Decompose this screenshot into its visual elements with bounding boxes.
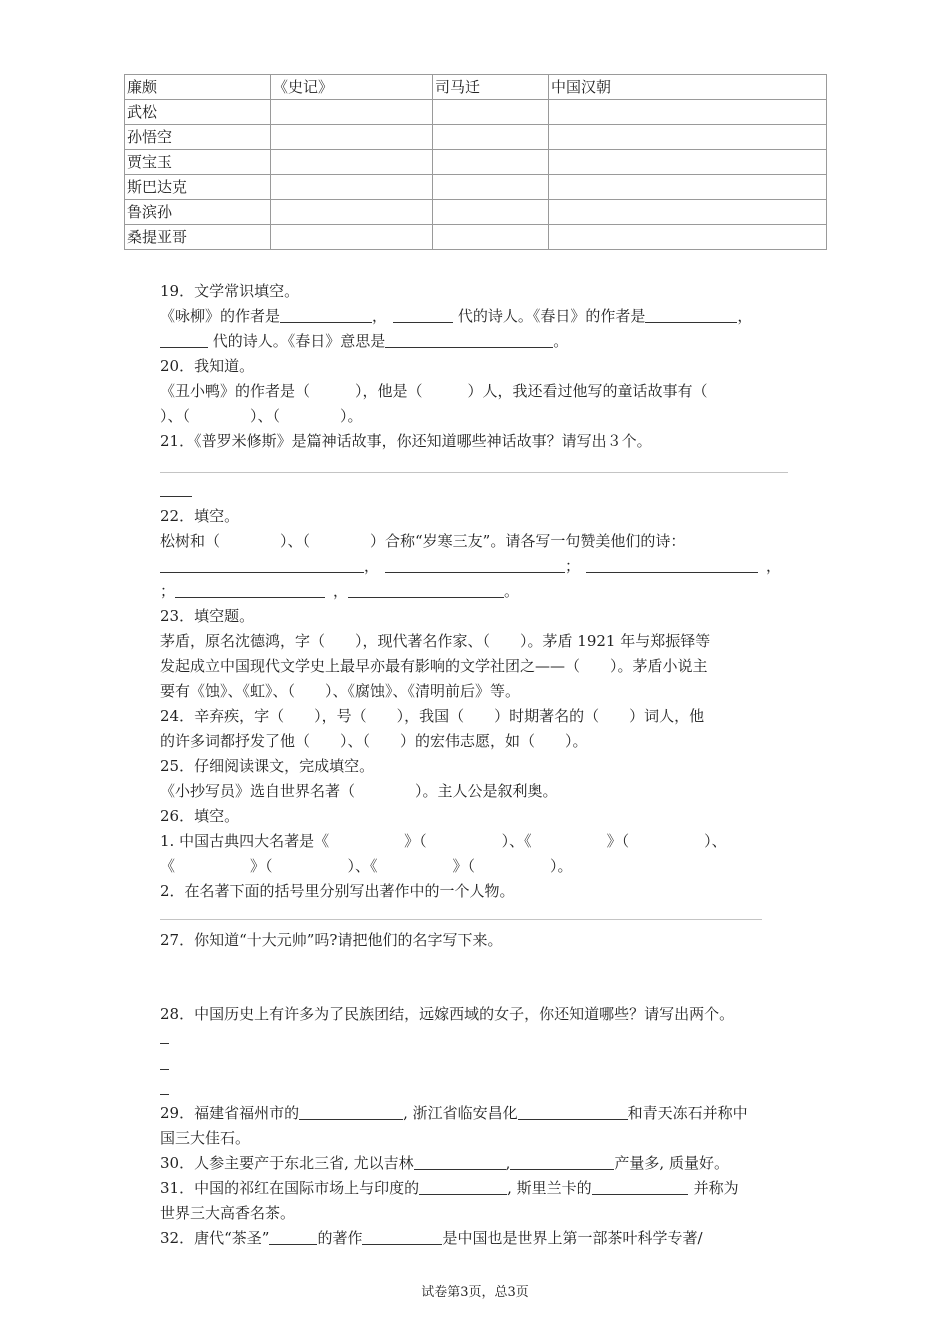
text: ， [737, 307, 753, 325]
answer-blank[interactable] [348, 581, 504, 598]
question-19-line-1 [160, 306, 752, 326]
table-cell-blank[interactable] [549, 125, 827, 150]
question-20-line-2: ）、（ ）、（ ）。 [160, 407, 363, 425]
table-cell: 桑提亚哥 [125, 225, 271, 250]
question-21-title: 21．《普罗米修斯》是篇神话故事，你还知道哪些神话故事？请写出３个。 [160, 432, 652, 450]
answer-line[interactable] [160, 1069, 169, 1070]
table-cell: 廉颇 [125, 75, 271, 100]
table-cell-blank[interactable] [549, 150, 827, 175]
answer-blank[interactable] [299, 1103, 403, 1120]
text: 32．唐代“茶圣” [160, 1229, 270, 1247]
table-row [125, 75, 827, 100]
table-row [125, 100, 827, 125]
question-28-title: 28．中国历史上有许多为了民族团结，远嫁西域的女子，你还知道哪些？请写出两个。 [160, 1005, 735, 1023]
question-30-line [160, 1153, 729, 1173]
answer-blank[interactable] [160, 556, 364, 573]
text: ； [160, 582, 176, 600]
text: 的著作 [317, 1229, 363, 1247]
text: 30．人参主要产于东北三省, 尤以吉林 [160, 1154, 414, 1172]
answer-blank[interactable] [385, 331, 553, 348]
text: ， [364, 557, 380, 575]
table-cell: 武松 [125, 100, 271, 125]
table-cell-blank[interactable] [271, 175, 433, 200]
table-row [125, 200, 827, 225]
question-23-line-1: 茅盾，原名沈德鸿，字（ ），现代著名作家、（ ）。茅盾 1921 年与郑振铎等 [160, 632, 711, 650]
table-cell-blank[interactable] [549, 225, 827, 250]
question-20-title: 20．我知道。 [160, 357, 255, 375]
answer-blank[interactable] [160, 331, 208, 348]
question-26-line-1: 1. 中国古典四大名著是《 》（ ）、《 》（ ）、 [160, 832, 727, 850]
answer-line[interactable] [160, 1043, 169, 1044]
question-22-line-1: 松树和（ ）、（ ）合称“岁寒三友”。请各写一句赞美他们的诗： [160, 532, 686, 550]
answer-blank[interactable] [510, 1153, 614, 1170]
text: , 浙江省临安昌化 [403, 1104, 518, 1122]
text: ， [372, 307, 388, 325]
table-cell: 中国汉朝 [549, 75, 827, 100]
question-31-line-1 [160, 1178, 739, 1198]
answer-blank[interactable] [419, 1178, 507, 1195]
table-cell-blank[interactable] [433, 200, 549, 225]
text: ， [333, 582, 349, 600]
answer-blank[interactable] [175, 581, 325, 598]
text: 代的诗人。《春日》的作者是 [457, 307, 646, 325]
characters-table [124, 74, 827, 250]
answer-line[interactable] [160, 496, 192, 497]
table-row [125, 125, 827, 150]
question-27-title: 27．你知道“十大元帅”吗?请把他们的名字写下来。 [160, 931, 503, 949]
question-25-title: 25．仔细阅读课文，完成填空。 [160, 757, 375, 775]
answer-blank[interactable] [518, 1103, 628, 1120]
answer-blank[interactable] [269, 1228, 317, 1245]
answer-blank[interactable] [592, 1178, 688, 1195]
question-29-line-2: 国三大佳石。 [160, 1129, 251, 1147]
page-footer: 试卷第3页，总3页 [421, 1285, 529, 1300]
text: 是中国也是世界上第一部茶叶科学专著/ [442, 1229, 703, 1247]
table-cell-blank[interactable] [271, 150, 433, 175]
question-25-line-1: 《小抄写员》选自世界名著（ ）。主人公是叙利奥。 [160, 782, 558, 800]
answer-blank[interactable] [645, 306, 737, 323]
answer-blank[interactable] [362, 1228, 442, 1245]
question-31-line-2: 世界三大高香名茶。 [160, 1204, 296, 1222]
answer-blank[interactable] [414, 1153, 506, 1170]
answer-blank[interactable] [393, 306, 453, 323]
question-19-title: 19．文学常识填空。 [160, 282, 300, 300]
table-cell: 贾宝玉 [125, 150, 271, 175]
table-cell-blank[interactable] [433, 175, 549, 200]
table-cell: 孙悟空 [125, 125, 271, 150]
question-19-line-2 [160, 331, 568, 351]
table-cell: 《史记》 [271, 75, 433, 100]
table-cell-blank[interactable] [271, 125, 433, 150]
question-32-line [160, 1228, 703, 1248]
table-row [125, 150, 827, 175]
text: 代的诗人。《春日》意思是 [212, 332, 386, 350]
question-24-line-2: 的许多词都抒发了他（ ）、（ ）的宏伟志愿，如（ ）。 [160, 732, 588, 750]
table-cell-blank[interactable] [271, 100, 433, 125]
table-cell-blank[interactable] [549, 200, 827, 225]
table-cell: 鲁滨孙 [125, 200, 271, 225]
question-22-line-2 [160, 556, 781, 576]
answer-blank[interactable] [280, 306, 372, 323]
question-26-line-3: 2．在名著下面的括号里分别写出著作中的一个人物。 [160, 882, 515, 900]
table-cell-blank[interactable] [433, 225, 549, 250]
table-cell-blank[interactable] [433, 125, 549, 150]
table-cell-blank[interactable] [433, 100, 549, 125]
question-22-line-3 [160, 581, 519, 601]
table-cell: 司马迁 [433, 75, 549, 100]
table-row [125, 175, 827, 200]
table-cell-blank[interactable] [271, 200, 433, 225]
question-22-title: 22．填空。 [160, 507, 240, 525]
question-26-title: 26．填空。 [160, 807, 240, 825]
table-row [125, 225, 827, 250]
text: 《咏柳》的作者是 [160, 307, 281, 325]
table-cell: 斯巴达克 [125, 175, 271, 200]
answer-blank[interactable] [385, 556, 565, 573]
text: 29．福建省福州市的 [160, 1104, 300, 1122]
text: , [505, 1154, 511, 1172]
text: 和青天冻石并称中 [627, 1104, 748, 1122]
table-cell-blank[interactable] [433, 150, 549, 175]
question-23-line-2: 发起成立中国现代文学史上最早亦最有影响的文学社团之——（ ）。茅盾小说主 [160, 657, 708, 675]
answer-blank[interactable] [586, 556, 758, 573]
question-26-line-2: 《 》（ ）、《 》（ ）。 [160, 857, 573, 875]
question-23-line-3: 要有《蚀》、《虹》、（ ）、《腐蚀》、《清明前后》等。 [160, 682, 521, 700]
table-cell-blank[interactable] [549, 175, 827, 200]
question-24-line-1: 24．辛弃疾，字（ ），号（ ），我国（ ）时期著名的（ ）词人，他 [160, 707, 705, 725]
text: 产量多, 质量好。 [614, 1154, 729, 1172]
answer-line[interactable] [160, 1094, 169, 1095]
text: ， [766, 557, 782, 575]
question-29-line-1 [160, 1103, 748, 1123]
text: 。 [504, 582, 520, 600]
text: , 斯里兰卡的 [507, 1179, 592, 1197]
text: 。 [553, 332, 569, 350]
question-23-title: 23．填空题。 [160, 607, 255, 625]
text: 并称为 [693, 1179, 739, 1197]
question-20-line-1: 《丑小鸭》的作者是（ ），他是（ ）人，我还看过他写的童话故事有（ [160, 382, 708, 400]
table-cell-blank[interactable] [549, 100, 827, 125]
answer-line[interactable] [160, 472, 788, 473]
text: ； [565, 557, 581, 575]
text: 31．中国的祁红在国际市场上与印度的 [160, 1179, 420, 1197]
answer-line[interactable] [160, 919, 762, 920]
table-cell-blank[interactable] [271, 225, 433, 250]
